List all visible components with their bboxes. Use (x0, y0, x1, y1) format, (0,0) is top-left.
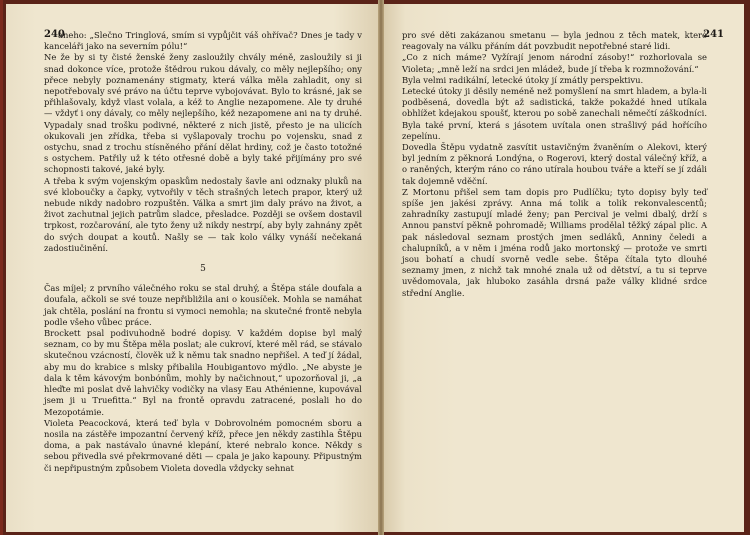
right-page (384, 4, 744, 532)
left-page-text (44, 30, 362, 474)
paragraph: Dovedla Štěpu vydatně zasvítit ustavičným žvaněním o Alekovi, který byl jedním z pěknorá Londýna, o Rogerovi, který dostal válečný kříž, a o raněných, kterým ráno co ráno utírala houbou tváře a kteří se jí zdáli tak dojemně vděční. (402, 142, 707, 186)
page-number-right: 241 (703, 29, 724, 40)
paragraph: pro své děti zakázanou smetanu — byla jednou z těch matek, které reagovaly na válku přáním dát povzbudit nepotřebné staré lidi. (402, 30, 707, 52)
paragraph: Čas míjel; z prvního válečného roku se stal druhý, a Štěpa stále doufala a doufala, ačkoli se své touze nepřibližila ani o kousíček. Mohla se namáhat jak chtěla, poslání na frontu si vymoci nemohla; na skutečné frontě nebyla podle všeho vůbec práce. (44, 283, 362, 327)
paragraph: A třeba k svým vojenským opaskům nedostaly šavle ani odznaky pluků na své kloboučky a čapky, vytvořily v těch strašných letech prapor, který už nebude nikdy nadobro rozpuštěn. Válka a smrt jim daly právo na život, a život zachutnal jejich patrům sladce, přesladce. Později se ovšem dostavil trpkost, rozčarování, ale tyto ženy už nikdy nestrpí, aby byly zahnány zpět do svých doupat a koutů. Našly se — tak kolo války vynáší nečekaná zadostiučinění. (44, 175, 362, 253)
left-page (6, 4, 378, 532)
paragraph: „Co z nich máme? Vyžírají jenom národní zásoby!“ rozhorlovala se Violeta; „mně leží na srdci jen mládež, bude jí třeba k rozmnožování.“ (402, 52, 707, 74)
paragraph: Byla velmi radikální, letecké útoky jí zmátly perspektivu. (402, 74, 644, 85)
paragraph: Z Mortonu přišel sem tam dopis pro Pudlíčku; tyto dopisy byly teď spíše jen jakési zprávy. Anna má tolik a tolik rekonvalescentů; zahradníky zastupují mladé ženy; pan Percival je velmi dbalý, drží s Annou panství pěkně pohromadě; Williams prodělal těžký zápal plic. A pak následoval seznam prostých jmen sedláků, Anniny čeledi a chalupníků, a v něm i jména rodů jako mortonský — protože ve smrti jsou bohatí a chudí svorně vedle sebe. Štěpa čítala tyto dlouhé seznamy jmen, z nichž tak mnohé znala už od dětství, a tu si teprve uvědomovala, jak hluboko zasáhla drsná paže války klidné srdce střední Anglie. (402, 186, 707, 298)
paragraph: Letecké útoky ji děsily neméně než pomyšlení na smrt hladem, a byla-li podběsená, dovedla být až sadistická, takže pokaždé hned utíkala obhlížet kdejakou spoušť, kterou po sobě zanechali němečtí záškodníci. Byla také první, která s jásotem uvítala onen strašlivý pád hořícího zepelínu. (402, 86, 707, 141)
paragraph: aneho: „Slečno Tringlová, smím si vypůjčit váš ohřívač? Dnes je tady v kanceláři jako na severním pólu!“ (44, 30, 362, 52)
paragraph: Brockett psal podivuhodně bodré dopisy. V každém dopise byl malý seznam, co by mu Štěpa měla poslat; ale cukroví, které měl rád, se stávalo skutečnou vzácností, člověk už k němu tak snadno nepřišel. A teď jí žádal, aby mu do krabice s mlsky přibalila Houbigantovo mýdlo. „Ne abyste je dala k těm kávovým bonbónům, mohly by načichnout,“ upozorňoval ji, „a hleďte mi poslat dvě lahvičky vodičky na vlasy Eau Athénienne, kupovával jsem ji u Truefitta.“ Byl na frontě opravdu zatracené, poslali ho do Mezopotámie. (44, 328, 362, 417)
paragraph: Violeta Peacocková, která teď byla v Dobrovolném pomocném sboru a nosila na zástěře impozantní červený kříž, přece jen někdy zastihla Štěpu doma, a pak nastávalo únavné klepání, které nebralo konce. Někdy s sebou přivedla své překrmované děti — cpala je jako kapouny. Připustným či nepřipustným způsobem Violeta dovedla vždycky sehnat (44, 417, 362, 473)
right-page-text (402, 30, 707, 299)
paragraph: Ne že by si ty čisté ženské ženy zasloužily chvály méně, zasloužily si ji snad dokonce více, protože štědrou rukou dávaly, co měly nejlepšího; ony přece nebyly poznamenány stigmaty, která válka měla zahladit, ony si nepotřebovaly své právo na účtu teprve vybojovávat. Bylo to krásné, jak se přihlašovaly, když vlast volala, a kéž to Anglie nezapomene. Ale ty druhé — vždyť i ony dávaly, co měly nejlepšího, kéž nezapomene ani na ty druhé. Vypadaly snad trošku podivné, některé z nich jistě, přesto je na ulicích okukovali jen zřídka, třeba si vyšlapovaly trochu po vojensku, snad z ostychu, snad z trochu stísněného přání dělat hrdiny, což je často totožné s ostychem. Patřily už k této otřesné době a byly také přijímány pro své schopnosti takové, jaké byly. (44, 52, 362, 175)
page-number-left: 240 (44, 29, 65, 40)
chapter-number: 5 (200, 264, 206, 275)
